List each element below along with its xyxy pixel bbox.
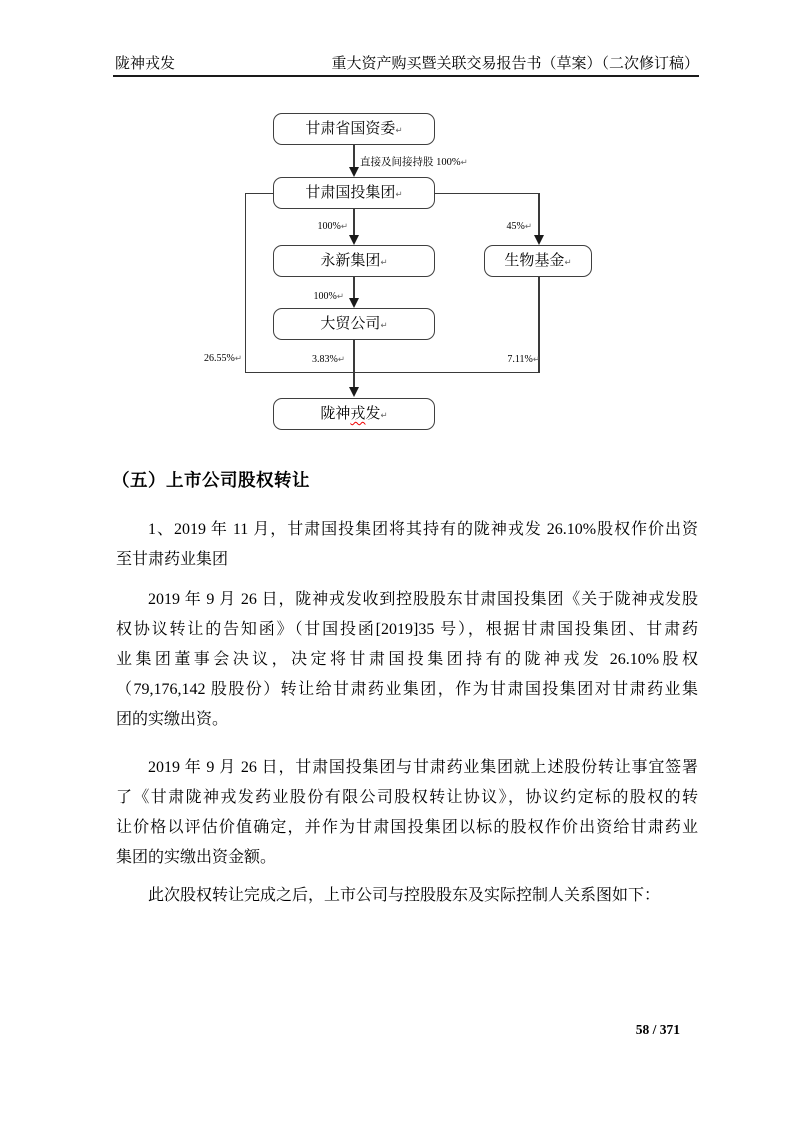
connector-guotou-biofund-h	[435, 193, 539, 194]
connector-yongxin-damao	[353, 277, 354, 299]
edge-label-text: 100%	[313, 291, 337, 302]
node-damao-company	[273, 308, 435, 340]
paragraph-line: 集团的实缴出资金额。	[116, 849, 277, 866]
connector-guotou-left-h	[245, 193, 274, 194]
connector-guotou-left-rail	[245, 193, 246, 373]
edge-label-damao-longshen	[301, 354, 345, 365]
arrow-down-icon	[349, 235, 359, 245]
section-heading: （五）上市公司股权转让	[112, 470, 310, 490]
node-label: 甘肃国投集团	[305, 185, 396, 201]
return-mark-icon: ↵	[336, 292, 344, 302]
return-mark-icon: ↵	[395, 126, 403, 136]
page-number: 58 / 371	[635, 1022, 680, 1037]
ownership-structure-diagram	[200, 105, 600, 445]
node-label-spellcheck: 戎	[350, 406, 366, 422]
edge-label-text: 直接及间接持股 100%	[360, 157, 461, 168]
paragraph	[116, 515, 698, 575]
arrow-down-icon	[349, 387, 359, 397]
node-yongxin-group	[273, 245, 435, 277]
node-longshen-rongfa	[273, 398, 435, 430]
arrow-down-icon	[349, 167, 359, 177]
paragraph-line: 2019 年 9 月 26 日，陇神戎发收到控股股东甘肃国投集团《关于陇神戎发股	[148, 591, 698, 608]
connector-sasac-guotou	[353, 145, 354, 169]
paragraph-line: 让价格以评估价值确定，并作为甘肃国投集团以标的股权作价出资给甘肃药业	[116, 819, 698, 836]
edge-label-guotou-yongxin	[304, 221, 348, 232]
edge-label-text: 26.55%	[204, 353, 235, 364]
header-company-name: 陇神戎发	[115, 56, 176, 72]
connector-bottom-rail	[245, 372, 539, 373]
node-label: 大贸公司	[320, 316, 381, 332]
connector-damao-longshen	[353, 340, 354, 388]
return-mark-icon: ↵	[337, 355, 345, 365]
node-label: 甘肃省国资委	[305, 121, 396, 137]
header-report-title: 重大资产购买暨关联交易报告书（草案）（二次修订稿）	[331, 56, 699, 72]
return-mark-icon: ↵	[460, 158, 468, 168]
edge-label-biofund-longshen	[496, 354, 540, 365]
paragraph-line: 至甘肃药业集团	[116, 551, 229, 568]
paragraph	[116, 881, 698, 911]
node-gansu-sasac	[273, 113, 435, 145]
node-label: 陇神	[320, 406, 351, 422]
node-label: 发	[365, 406, 381, 422]
page-header	[113, 52, 699, 77]
return-mark-icon: ↵	[380, 321, 388, 331]
return-mark-icon: ↵	[340, 222, 348, 232]
return-mark-icon: ↵	[395, 190, 403, 200]
paragraph-line: 此次股权转让完成之后，上市公司与控股股东及实际控制人关系图如下：	[148, 887, 661, 904]
node-bio-fund	[484, 245, 592, 277]
edge-label-yongxin-damao	[300, 291, 344, 302]
node-label: 永新集团	[320, 253, 381, 269]
edge-label-direct-indirect	[360, 154, 468, 169]
paragraph-line: 团的实缴出资。	[116, 711, 229, 728]
edge-label-guotou-biofund	[488, 221, 532, 232]
paragraph-line: 2019 年 9 月 26 日，甘肃国投集团与甘肃药业集团就上述股份转让事宜签署	[148, 759, 698, 776]
edge-label-guotou-longshen	[200, 353, 242, 364]
connector-guotou-biofund-v	[538, 193, 539, 236]
paragraph-line: （79,176,142 股股份）转让给甘肃药业集团，作为甘肃国投集团对甘肃药业集	[116, 681, 698, 698]
paragraph-line: 权协议转让的告知函》（甘国投函[2019]35 号），根据甘肃国投集团、甘肃药	[116, 621, 698, 638]
paragraph	[116, 585, 698, 735]
edge-label-text: 7.11%	[507, 354, 533, 365]
paragraph-line: 1、2019 年 11 月，甘肃国投集团将其持有的陇神戎发 26.10%股权作价出资	[148, 521, 698, 538]
node-gansu-guotou-group	[273, 177, 435, 209]
return-mark-icon: ↵	[524, 222, 532, 232]
return-mark-icon: ↵	[234, 354, 242, 364]
connector-guotou-yongxin	[353, 209, 354, 236]
return-mark-icon: ↵	[380, 411, 388, 421]
node-label: 生物基金	[504, 253, 565, 269]
return-mark-icon: ↵	[564, 258, 572, 268]
arrow-down-icon	[534, 235, 544, 245]
edge-label-text: 45%	[506, 221, 525, 232]
edge-label-text: 3.83%	[312, 354, 338, 365]
paragraph-line: 了《甘肃陇神戎发药业股份有限公司股权转让协议》，协议约定标的股权的转	[116, 789, 698, 806]
arrow-down-icon	[349, 298, 359, 308]
return-mark-icon: ↵	[380, 258, 388, 268]
paragraph	[116, 753, 698, 873]
paragraph-line: 业集团董事会决议，决定将甘肃国投集团持有的陇神戎发 26.10%股权	[116, 651, 698, 668]
edge-label-text: 100%	[317, 221, 341, 232]
return-mark-icon: ↵	[532, 355, 540, 365]
